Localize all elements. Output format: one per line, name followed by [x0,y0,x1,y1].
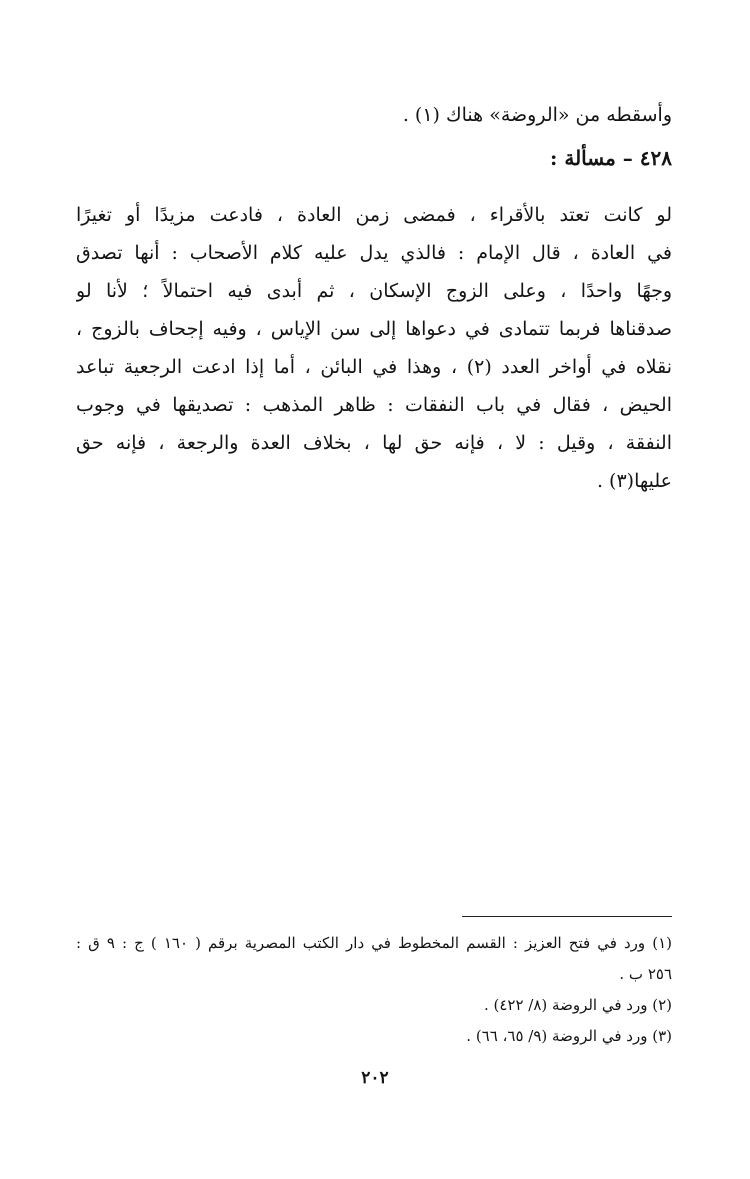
body-paragraph [76,196,672,500]
body-line: نقلاه في أواخر العدد (٢) ، وهذا في البائن ، أما إذا ادعت الرجعية تباعد [76,356,672,378]
footnote-1: (١) ورد في فتح العزيز : القسم المخطوط في دار الكتب المصرية برقم ( ١٦٠ ) ج : ٩ ق : [76,934,672,952]
page-number: ٢٠٢ [361,1068,389,1088]
footnote-separator [462,916,672,917]
section-heading: ٤٢٨ – مسألة : [550,146,672,170]
body-line: النفقة ، وقيل : لا ، فإنه حق لها ، بخلاف العدة والرجعة ، فإنه حق [76,432,672,454]
body-line: في العادة ، قال الإمام : فالذي يدل عليه كلام الأصحاب : أنها تصدق [76,242,672,264]
footnotes [76,928,672,1052]
footnote-1-continuation: ٢٥٦ ب . [619,965,672,983]
body-line: وجهًا واحدًا ، وعلى الزوج الإسكان ، ثم أبدى فيه احتمالاً ؛ لأنا لو [76,280,672,302]
body-line: الحيض ، فقال في باب النفقات : ظاهر المذهب : تصديقها في وجوب [76,394,672,416]
intro-line: وأسقطه من «الروضة» هناك (١) . [402,104,672,126]
footnote-3: (٣) ورد في الروضة (٩/ ٦٥، ٦٦) . [466,1027,672,1045]
body-line: صدقناها فربما تتمادى في دعواها إلى سن الإياس ، وفيه إجحاف بالزوج ، [76,318,672,340]
body-line: لو كانت تعتد بالأقراء ، فمضى زمن العادة ، فادعت مزيدًا أو تغيرًا [76,204,672,226]
body-line: عليها(٣) . [596,470,672,492]
intro-paragraph [76,96,672,134]
footnote-2: (٢) ورد في الروضة (٨/ ٤٢٢) . [483,996,672,1014]
